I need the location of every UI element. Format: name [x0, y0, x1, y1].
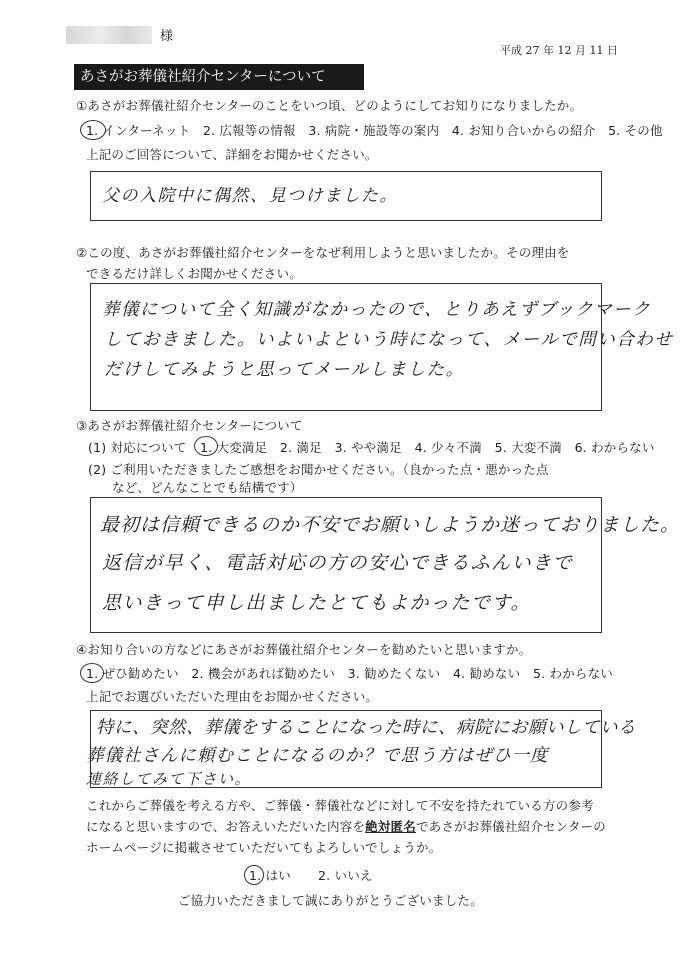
publish-option-no: 2. いいえ [318, 868, 373, 883]
section-title: あさがお葬儀社紹介センターについて [74, 64, 364, 90]
closing-line2-pre: になると思いますので、お答えいただいた内容を [86, 819, 366, 834]
q3-answer-line: 思いきって申し出ましたとてもよかったです。 [102, 592, 531, 614]
q1-options: 1. インターネット 2. 広報等の情報 3. 病院・施設等の案内 4. お知り合いからの紹介 5. その他 [86, 123, 663, 138]
q3-question: ③あさがお葬儀社紹介センターについて [76, 418, 303, 433]
q2-question-line2: できるだけ詳しくお聞かせください。 [86, 266, 302, 281]
q3-sub2-line2: など、どんなことでも結構です） [112, 480, 303, 495]
closing-anonymous-emphasis: 絶対匿名 [365, 819, 416, 834]
form-date: 平成 27 年 12 月 11 日 [500, 44, 618, 57]
q4-answer-line: 特に、突然、葬儀をすることになった時に、病院にお願いしている [96, 718, 636, 738]
q3-sub1-options: 1. 大変満足 2. 満足 3. やや満足 4. 少々不満 5. 大変不満 6. わからない [200, 440, 655, 455]
q3-sub1-label: (1) 対応について [88, 440, 187, 455]
q1-detail-prompt: 上記のご回答について、詳細をお聞かせください。 [86, 147, 378, 162]
redacted-name [66, 26, 152, 44]
publish-option-yes: 1. はい [249, 868, 291, 883]
q4-answer-line: 葬儀社さんに頼むことになるのか？で思う方はぜひ一度 [86, 746, 549, 766]
honorific: 様 [160, 29, 174, 44]
q2-answer-line: しておきました。いよいよという時になって、メールで問い合わせ [104, 330, 674, 350]
q2-answer-line: 葬儀について全く知識がなかったので、とりあえずブックマーク [102, 300, 652, 320]
q3-answer-line: 返信が早く、電話対応の方の安心できるふんいきで [102, 552, 574, 574]
q2-question-line1: ②この度、あさがお葬儀社紹介センターをなぜ利用しようと思いましたか。その理由を [76, 245, 570, 260]
closing-line3: ホームページに掲載させていただいてもよろしいでしょうか。 [86, 840, 442, 855]
q4-detail-prompt: 上記でお選びいただいた理由をお聞かせください。 [86, 689, 379, 704]
closing-thanks: ご協力いただきまして誠にありがとうございました。 [178, 893, 483, 908]
q2-answer-line: だけしてみようと思ってメールしました。 [104, 360, 465, 380]
q4-question: ④お知り合いの方などにあさがお葬儀社紹介センターを勧めたいと思いますか。 [76, 642, 532, 657]
q4-answer-line: 連絡してみて下さい。 [86, 770, 252, 788]
closing-line1: これからご葬儀を考える方や、ご葬儀・葬儀社などに対して不安を持たれている方の参考 [86, 798, 594, 813]
q4-options: 1. ぜひ勧めたい 2. 機会があれば勧めたい 3. 勧めたくない 4. 勧めない 5. わからない [86, 666, 613, 681]
q3-sub2-line1: (2) ご利用いただきましたご感想をお聞かせください。（良かった点・悪かった点 [88, 462, 549, 477]
q3-answer-line: 最初は信頼できるのか不安でお願いしようか迷っておりました。 [100, 514, 681, 536]
closing-line2-post: であさがお葬儀社紹介センターの [415, 819, 606, 834]
closing-line2 [86, 819, 606, 835]
q1-handwritten-answer: 父の入院中に偶然、見つけました。 [102, 186, 398, 206]
q1-question: ①あさがお葬儀社紹介センターのことをいつ頃、どのようにしてお知りになりましたか。 [76, 98, 583, 113]
